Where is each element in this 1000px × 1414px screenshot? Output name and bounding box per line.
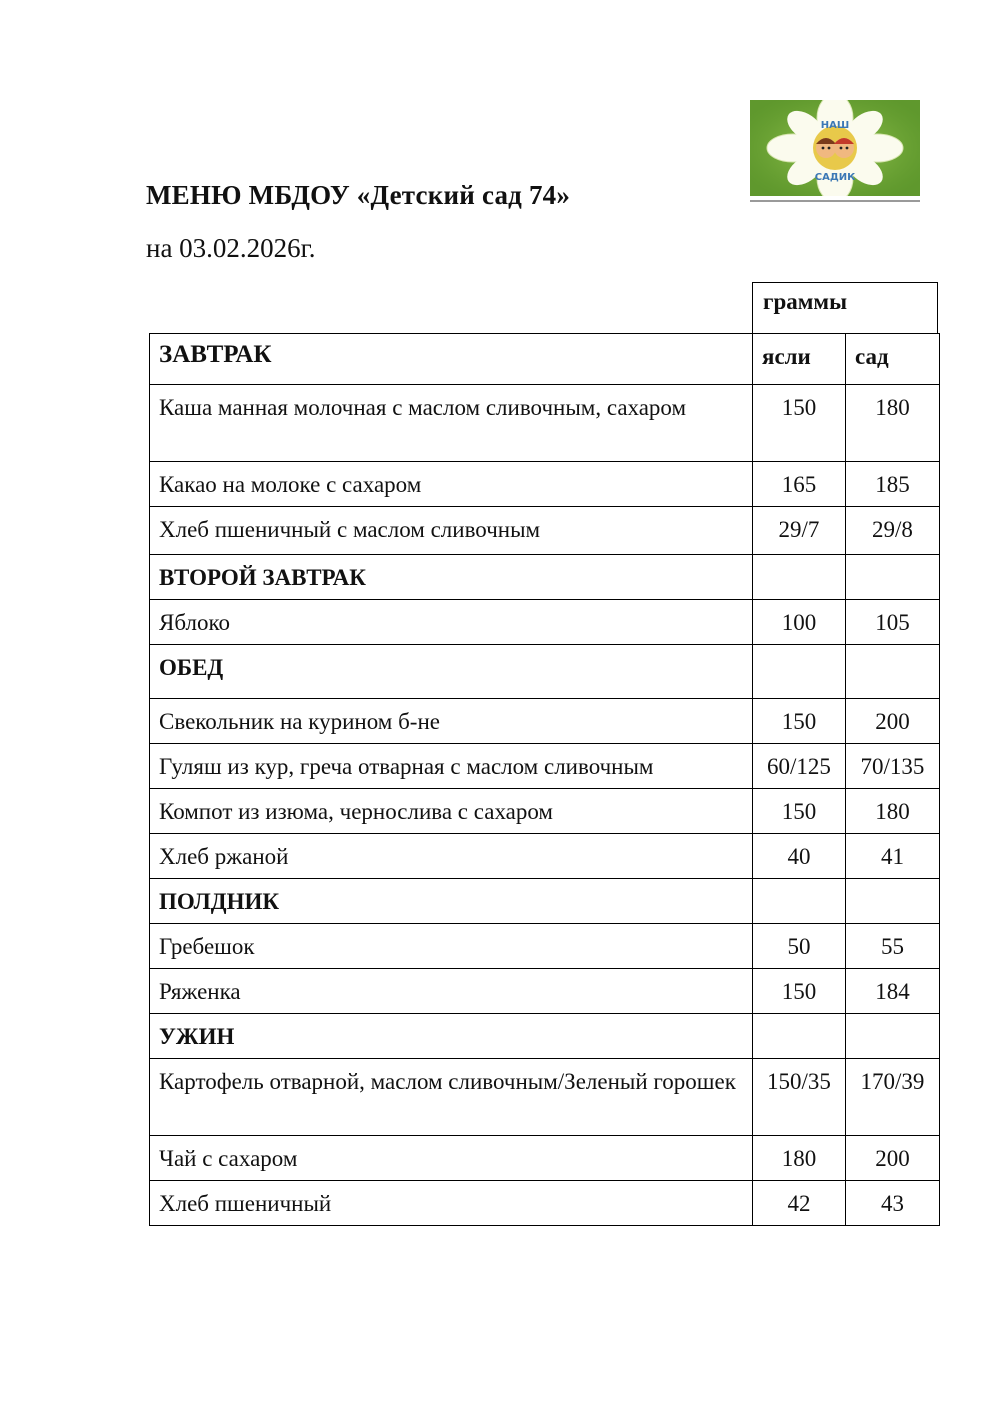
nursery-grams: 50 — [753, 924, 846, 969]
garden-grams: 105 — [846, 600, 940, 645]
nursery-grams: 29/7 — [753, 507, 846, 555]
nursery-grams: 40 — [753, 834, 846, 879]
meal-section-name: УЖИН — [150, 1014, 753, 1059]
garden-grams — [846, 1014, 940, 1059]
nursery-grams — [753, 879, 846, 924]
nursery-grams: 100 — [753, 600, 846, 645]
nursery-grams — [753, 555, 846, 600]
garden-grams — [846, 645, 940, 699]
garden-grams: 170/39 — [846, 1059, 940, 1136]
dish-name: Гребешок — [150, 924, 753, 969]
dish-name: Хлеб ржаной — [150, 834, 753, 879]
dish-row — [150, 1181, 940, 1226]
dish-row — [150, 462, 940, 507]
nursery-grams: 165 — [753, 462, 846, 507]
dish-row — [150, 969, 940, 1014]
dish-row — [150, 1136, 940, 1181]
garden-grams: 185 — [846, 462, 940, 507]
dish-name: Яблоко — [150, 600, 753, 645]
page-title: МЕНЮ МБДОУ «Детский сад 74» — [146, 180, 571, 210]
dish-name: Хлеб пшеничный — [150, 1181, 753, 1226]
garden-grams — [846, 555, 940, 600]
logo-text-bottom: САДИК — [814, 172, 856, 183]
meal-section-name: ПОЛДНИК — [150, 879, 753, 924]
garden-grams: 180 — [846, 789, 940, 834]
column-header-nursery: ясли — [753, 334, 846, 385]
nursery-grams: 150 — [753, 789, 846, 834]
dish-row — [150, 744, 940, 789]
garden-grams — [846, 879, 940, 924]
nursery-grams: 42 — [753, 1181, 846, 1226]
garden-grams: 180 — [846, 385, 940, 462]
nursery-grams: 150 — [753, 969, 846, 1014]
garden-grams: 55 — [846, 924, 940, 969]
nursery-grams: 150/35 — [753, 1059, 846, 1136]
logo-text-top: НАШ — [820, 120, 850, 131]
logo-underline — [750, 200, 920, 202]
dish-row — [150, 789, 940, 834]
nursery-grams: 150 — [753, 385, 846, 462]
nursery-grams: 150 — [753, 699, 846, 744]
dish-row — [150, 699, 940, 744]
menu-table-body — [150, 334, 940, 1226]
dish-name: Ряженка — [150, 969, 753, 1014]
dish-row — [150, 1059, 940, 1136]
dish-name: Хлеб пшеничный с маслом сливочным — [150, 507, 753, 555]
meal-section-name: ЗАВТРАК — [150, 334, 753, 385]
garden-grams: 200 — [846, 699, 940, 744]
garden-grams: 200 — [846, 1136, 940, 1181]
nursery-grams — [753, 645, 846, 699]
units-header: граммы — [752, 282, 938, 333]
menu-table — [149, 333, 940, 1226]
nursery-grams: 180 — [753, 1136, 846, 1181]
meal-section-row — [150, 1014, 940, 1059]
dish-name: Картофель отварной, маслом сливочным/Зеленый горошек — [150, 1059, 753, 1136]
meal-section-name: ВТОРОЙ ЗАВТРАК — [150, 555, 753, 600]
dish-row — [150, 834, 940, 879]
dish-row — [150, 507, 940, 555]
garden-grams: 184 — [846, 969, 940, 1014]
meal-section-row — [150, 334, 940, 385]
meal-section-row — [150, 879, 940, 924]
garden-grams: 43 — [846, 1181, 940, 1226]
meal-section-row — [150, 645, 940, 699]
meal-section-row — [150, 555, 940, 600]
garden-grams: 29/8 — [846, 507, 940, 555]
dish-name: Чай с сахаром — [150, 1136, 753, 1181]
flower-logo-icon — [750, 100, 920, 196]
dish-name: Гуляш из кур, греча отварная с маслом сливочным — [150, 744, 753, 789]
garden-grams: 70/135 — [846, 744, 940, 789]
column-header-garden: сад — [846, 334, 940, 385]
garden-grams: 41 — [846, 834, 940, 879]
dish-row — [150, 385, 940, 462]
dish-name: Компот из изюма, чернослива с сахаром — [150, 789, 753, 834]
meal-section-name: ОБЕД — [150, 645, 753, 699]
dish-name: Каша манная молочная с маслом сливочным, сахаром — [150, 385, 753, 462]
dish-name: Свекольник на курином б-не — [150, 699, 753, 744]
nursery-grams: 60/125 — [753, 744, 846, 789]
dish-row — [150, 600, 940, 645]
dish-row — [150, 924, 940, 969]
dish-name: Какао на молоке с сахаром — [150, 462, 753, 507]
nursery-grams — [753, 1014, 846, 1059]
kindergarten-logo — [750, 100, 920, 204]
menu-date: на 03.02.2026г. — [146, 233, 316, 263]
